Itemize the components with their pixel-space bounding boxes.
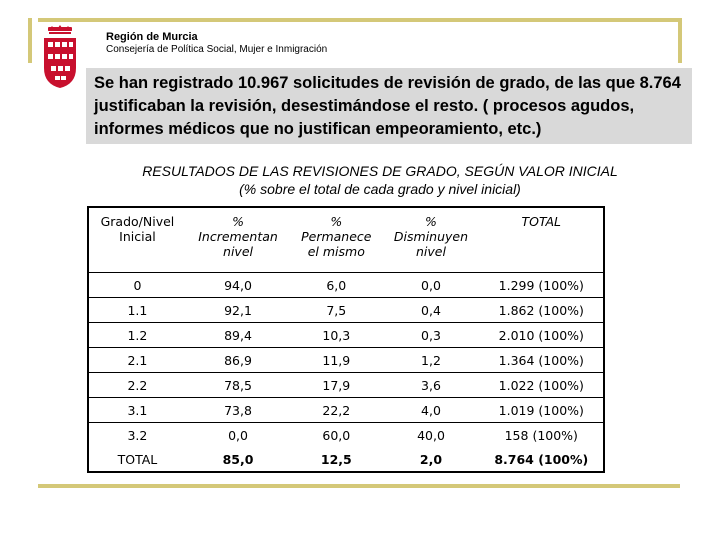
table-cell: 1.862 (100%): [480, 298, 604, 323]
table-cell: 4,0: [382, 398, 479, 423]
table-cell: 6,0: [290, 273, 382, 298]
table-cell: 1.299 (100%): [480, 273, 604, 298]
total-cell: 85,0: [222, 451, 254, 467]
table-cell: 0,3: [382, 323, 479, 348]
table-cell: 0: [88, 273, 186, 298]
table-cell: 1.364 (100%): [480, 348, 604, 373]
table-total-row: [88, 447, 604, 472]
summary-text: Se han registrado 10.967 solicitudes de revisión de grado, de las que 8.764 justificaban la revisión, desestimándose el resto. ( procesos agudos, informes médicos que no justifican empeoramiento, etc.): [94, 74, 681, 138]
total-cell: 2,0: [419, 451, 443, 467]
table-cell: 2.2: [88, 373, 186, 398]
table-cell: 92,1: [186, 298, 290, 323]
frame-top-bar: [38, 18, 682, 22]
table-cell: 7,5: [290, 298, 382, 323]
header-disminuyen: % Disminuyen nivel: [393, 214, 469, 259]
table-cell: 1.022 (100%): [480, 373, 604, 398]
table-cell: 1.1: [88, 298, 186, 323]
table-cell: 60,0: [290, 423, 382, 448]
table-row: [88, 423, 604, 448]
table-row: [88, 398, 604, 423]
table-cell: 10,3: [290, 323, 382, 348]
total-label: TOTAL: [117, 451, 158, 467]
header-permanece: % Permanece el mismo: [301, 214, 372, 259]
table-cell: 1,2: [382, 348, 479, 373]
table-row: [88, 323, 604, 348]
table-cell: 2.1: [88, 348, 186, 373]
frame-left-bar: [28, 18, 32, 63]
table-cell: 2.010 (100%): [480, 323, 604, 348]
table-cell: 1.2: [88, 323, 186, 348]
table-cell: 73,8: [186, 398, 290, 423]
table-cell: 17,9: [290, 373, 382, 398]
table-cell: 3.1: [88, 398, 186, 423]
table-cell: 0,0: [186, 423, 290, 448]
table-row: [88, 298, 604, 323]
table-cell: 158 (100%): [480, 423, 604, 448]
table-cell: 0,4: [382, 298, 479, 323]
table-row: [88, 273, 604, 298]
table-cell: 0,0: [382, 273, 479, 298]
table-cell: 3,6: [382, 373, 479, 398]
frame-bottom-bar: [38, 484, 680, 488]
total-cell: 12,5: [320, 451, 352, 467]
header-total: TOTAL: [521, 214, 562, 229]
table-caption: [90, 162, 670, 198]
table-header-row: [88, 207, 604, 273]
coat-of-arms-icon: [40, 24, 80, 90]
table-cell: 11,9: [290, 348, 382, 373]
org-department: Consejería de Política Social, Mujer e Inmigración: [106, 44, 328, 55]
table-cell: 94,0: [186, 273, 290, 298]
caption-subtitle: (% sobre el total de cada grado y nivel inicial): [239, 181, 521, 197]
table-cell: 22,2: [290, 398, 382, 423]
total-cell: 8.764 (100%): [494, 451, 589, 467]
table-row: [88, 373, 604, 398]
caption-title: RESULTADOS DE LAS REVISIONES DE GRADO, SEGÚN VALOR INICIAL: [142, 163, 618, 179]
table-row: [88, 348, 604, 373]
table-cell: 78,5: [186, 373, 290, 398]
org-name: Región de Murcia: [106, 31, 198, 43]
table-cell: 86,9: [186, 348, 290, 373]
results-table: [87, 206, 605, 473]
frame-right-bar: [678, 18, 682, 63]
header-incrementan: % Incrementan nivel: [198, 214, 278, 259]
table-cell: 89,4: [186, 323, 290, 348]
table-cell: 3.2: [88, 423, 186, 448]
header-grado-nivel: Grado/Nivel Inicial: [100, 214, 175, 244]
table-cell: 40,0: [382, 423, 479, 448]
table-cell: 1.019 (100%): [480, 398, 604, 423]
